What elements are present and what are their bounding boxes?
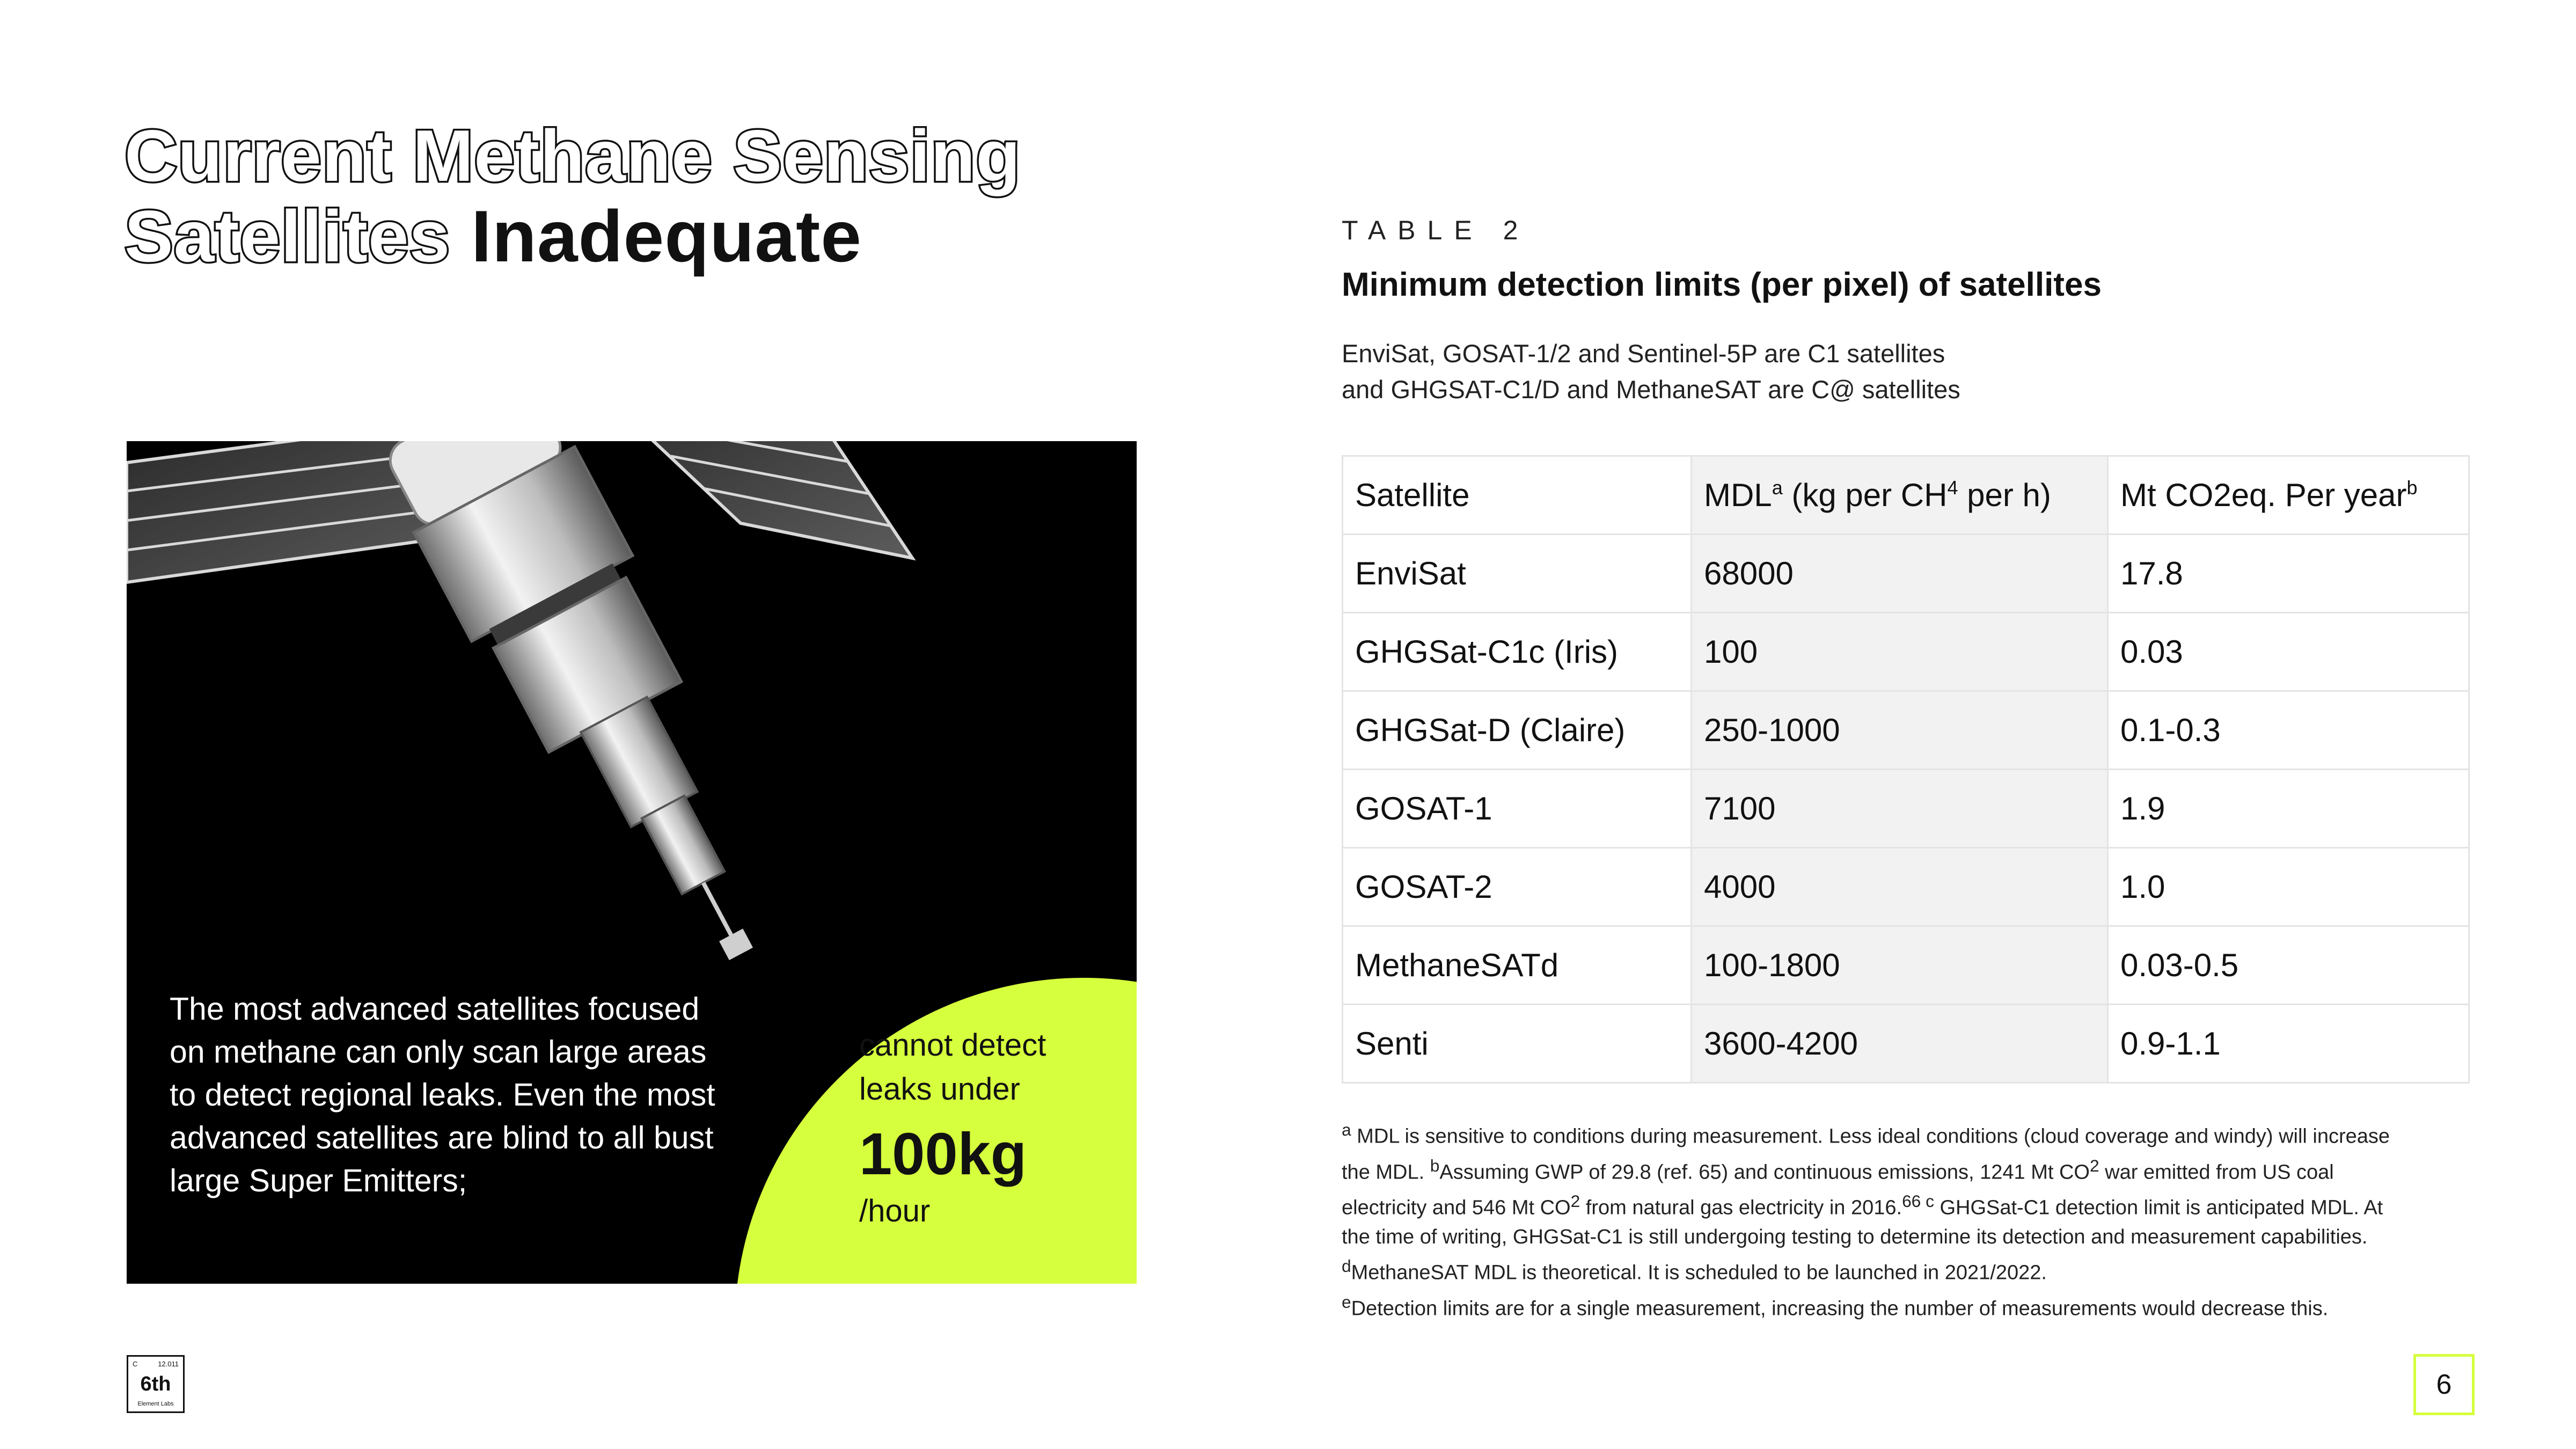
title-line-2 bbox=[125, 196, 1144, 276]
header-co2-text: Mt CO2eq. Per year bbox=[2120, 477, 2407, 513]
cell-mdl: 3600-4200 bbox=[1692, 1005, 2108, 1083]
footnote-mark-b: b bbox=[1430, 1155, 1440, 1175]
cell-mdl: 7100 bbox=[1692, 770, 2108, 848]
cell-mdl: 68000 bbox=[1692, 535, 2108, 613]
cell-co2: 0.03-0.5 bbox=[2108, 926, 2469, 1005]
header-mdl bbox=[1692, 456, 2108, 535]
cell-satellite: GHGSat-D (Claire) bbox=[1343, 691, 1692, 770]
table-row bbox=[1343, 535, 2469, 613]
table-subtitle bbox=[1342, 335, 2093, 407]
company-logo bbox=[127, 1355, 185, 1413]
footnote-a: MDL is sensitive to conditions during measurement. Less ideal conditions (cloud coverage and windy) will increase the MDL. bbox=[1342, 1125, 2390, 1184]
table-row bbox=[1343, 691, 2469, 770]
detection-callout bbox=[859, 1023, 1128, 1231]
cell-mdl: 250-1000 bbox=[1692, 691, 2108, 770]
footnote-mark-c: c bbox=[1921, 1191, 1934, 1211]
cell-satellite: GHGSat-C1c (Iris) bbox=[1343, 613, 1692, 691]
page-number: 6 bbox=[2413, 1354, 2475, 1415]
footnote-b-ref: 66 bbox=[1902, 1191, 1921, 1211]
callout-unit: /hour bbox=[859, 1194, 931, 1228]
footnote-b-part-2: war emitted from US coal electricity and 546 Mt CO bbox=[1342, 1161, 2334, 1219]
cell-co2: 0.03 bbox=[2108, 613, 2469, 691]
table-subtitle-line-1: EnviSat, GOSAT-1/2 and Sentinel-5P are C1 satellites bbox=[1342, 339, 1945, 368]
footnote-d: MethaneSAT MDL is theoretical. It is scheduled to be launched in 2021/2022. bbox=[1351, 1261, 2047, 1284]
table-title: Minimum detection limits (per pixel) of satellites bbox=[1342, 266, 2102, 303]
footnote-c: GHGSat-C1 detection limit is anticipated MDL. At the time of writing, GHGSat-C1 is still undergoing testing to determine its detection and measurement capabilities. bbox=[1342, 1196, 2383, 1248]
cell-satellite: Senti bbox=[1343, 1005, 1692, 1083]
cell-mdl: 4000 bbox=[1692, 848, 2108, 926]
cell-satellite: MethaneSATd bbox=[1343, 926, 1692, 1005]
header-co2-sup-b: b bbox=[2406, 477, 2418, 499]
footnote-e: Detection limits are for a single measurement, increasing the number of measurements would decrease this. bbox=[1351, 1297, 2329, 1320]
title-outline-text: Current Methane Sensing bbox=[125, 115, 1021, 196]
cell-co2: 0.9-1.1 bbox=[2108, 1005, 2469, 1083]
logo-weight: 12.011 bbox=[158, 1360, 179, 1368]
cell-satellite: GOSAT-2 bbox=[1343, 848, 1692, 926]
footnote-mark-d: d bbox=[1342, 1256, 1351, 1276]
title-outline-text-2: Satellites bbox=[125, 195, 451, 277]
footnote-b-sup-2: 2 bbox=[1570, 1191, 1580, 1211]
footnote-b-part-1: Assuming GWP of 29.8 (ref. 65) and continuous emissions, 1241 Mt CO bbox=[1439, 1161, 2090, 1184]
table-kicker: TABLE 2 bbox=[1342, 215, 1530, 245]
callout-line-2: leaks under bbox=[859, 1072, 1020, 1107]
table-row bbox=[1343, 770, 2469, 848]
title-solid-text: Inadequate bbox=[471, 195, 862, 277]
cell-co2: 17.8 bbox=[2108, 535, 2469, 613]
header-mdl-sup-a: a bbox=[1772, 477, 1783, 499]
table-footnotes bbox=[1342, 1115, 2415, 1323]
cell-co2: 0.1-0.3 bbox=[2108, 691, 2469, 770]
header-co2 bbox=[2108, 456, 2469, 535]
table-row bbox=[1343, 1005, 2469, 1083]
cell-co2: 1.9 bbox=[2108, 770, 2469, 848]
table-subtitle-line-2: and GHGSAT-C1/D and MethaneSAT are C@ satellites bbox=[1342, 375, 1960, 404]
table-header-row bbox=[1343, 456, 2469, 535]
logo-mark: 6th bbox=[140, 1373, 171, 1395]
header-mdl-mid: (kg per CH bbox=[1782, 477, 1948, 513]
footnote-mark-e: e bbox=[1342, 1292, 1351, 1312]
cell-mdl: 100-1800 bbox=[1692, 926, 2108, 1005]
cell-co2: 1.0 bbox=[2108, 848, 2469, 926]
satellite-image-panel bbox=[127, 441, 1137, 1284]
cell-satellite: GOSAT-1 bbox=[1343, 770, 1692, 848]
cell-mdl: 100 bbox=[1692, 613, 2108, 691]
footnote-b-part-3: from natural gas electricity in 2016. bbox=[1580, 1196, 1902, 1219]
callout-value: 100kg bbox=[859, 1121, 1027, 1187]
header-mdl-post: per h) bbox=[1958, 477, 2051, 513]
header-satellite: Satellite bbox=[1343, 456, 1692, 535]
table-row bbox=[1343, 613, 2469, 691]
table-row bbox=[1343, 926, 2469, 1005]
cell-satellite: EnviSat bbox=[1343, 535, 1692, 613]
title-line-1 bbox=[125, 115, 1144, 196]
header-mdl-sup-4: 4 bbox=[1947, 477, 1958, 499]
panel-description: The most advanced satellites focused on methane can only scan large areas to detect regional leaks. Even the most advanced satellites are blind to all bust large Super Emitters; bbox=[170, 991, 715, 1198]
callout-line-1: cannot detect bbox=[859, 1028, 1046, 1063]
page-title bbox=[125, 115, 1144, 276]
footnote-b-sup-1: 2 bbox=[2089, 1155, 2099, 1175]
footnote-mark-a: a bbox=[1342, 1120, 1351, 1139]
right-solar-panel bbox=[601, 441, 912, 558]
detection-limits-table bbox=[1342, 455, 2470, 1084]
header-mdl-text: MDL bbox=[1704, 477, 1772, 513]
table-row bbox=[1343, 848, 2469, 926]
logo-name: Element Labs bbox=[137, 1401, 174, 1407]
logo-symbol: C bbox=[133, 1360, 138, 1368]
